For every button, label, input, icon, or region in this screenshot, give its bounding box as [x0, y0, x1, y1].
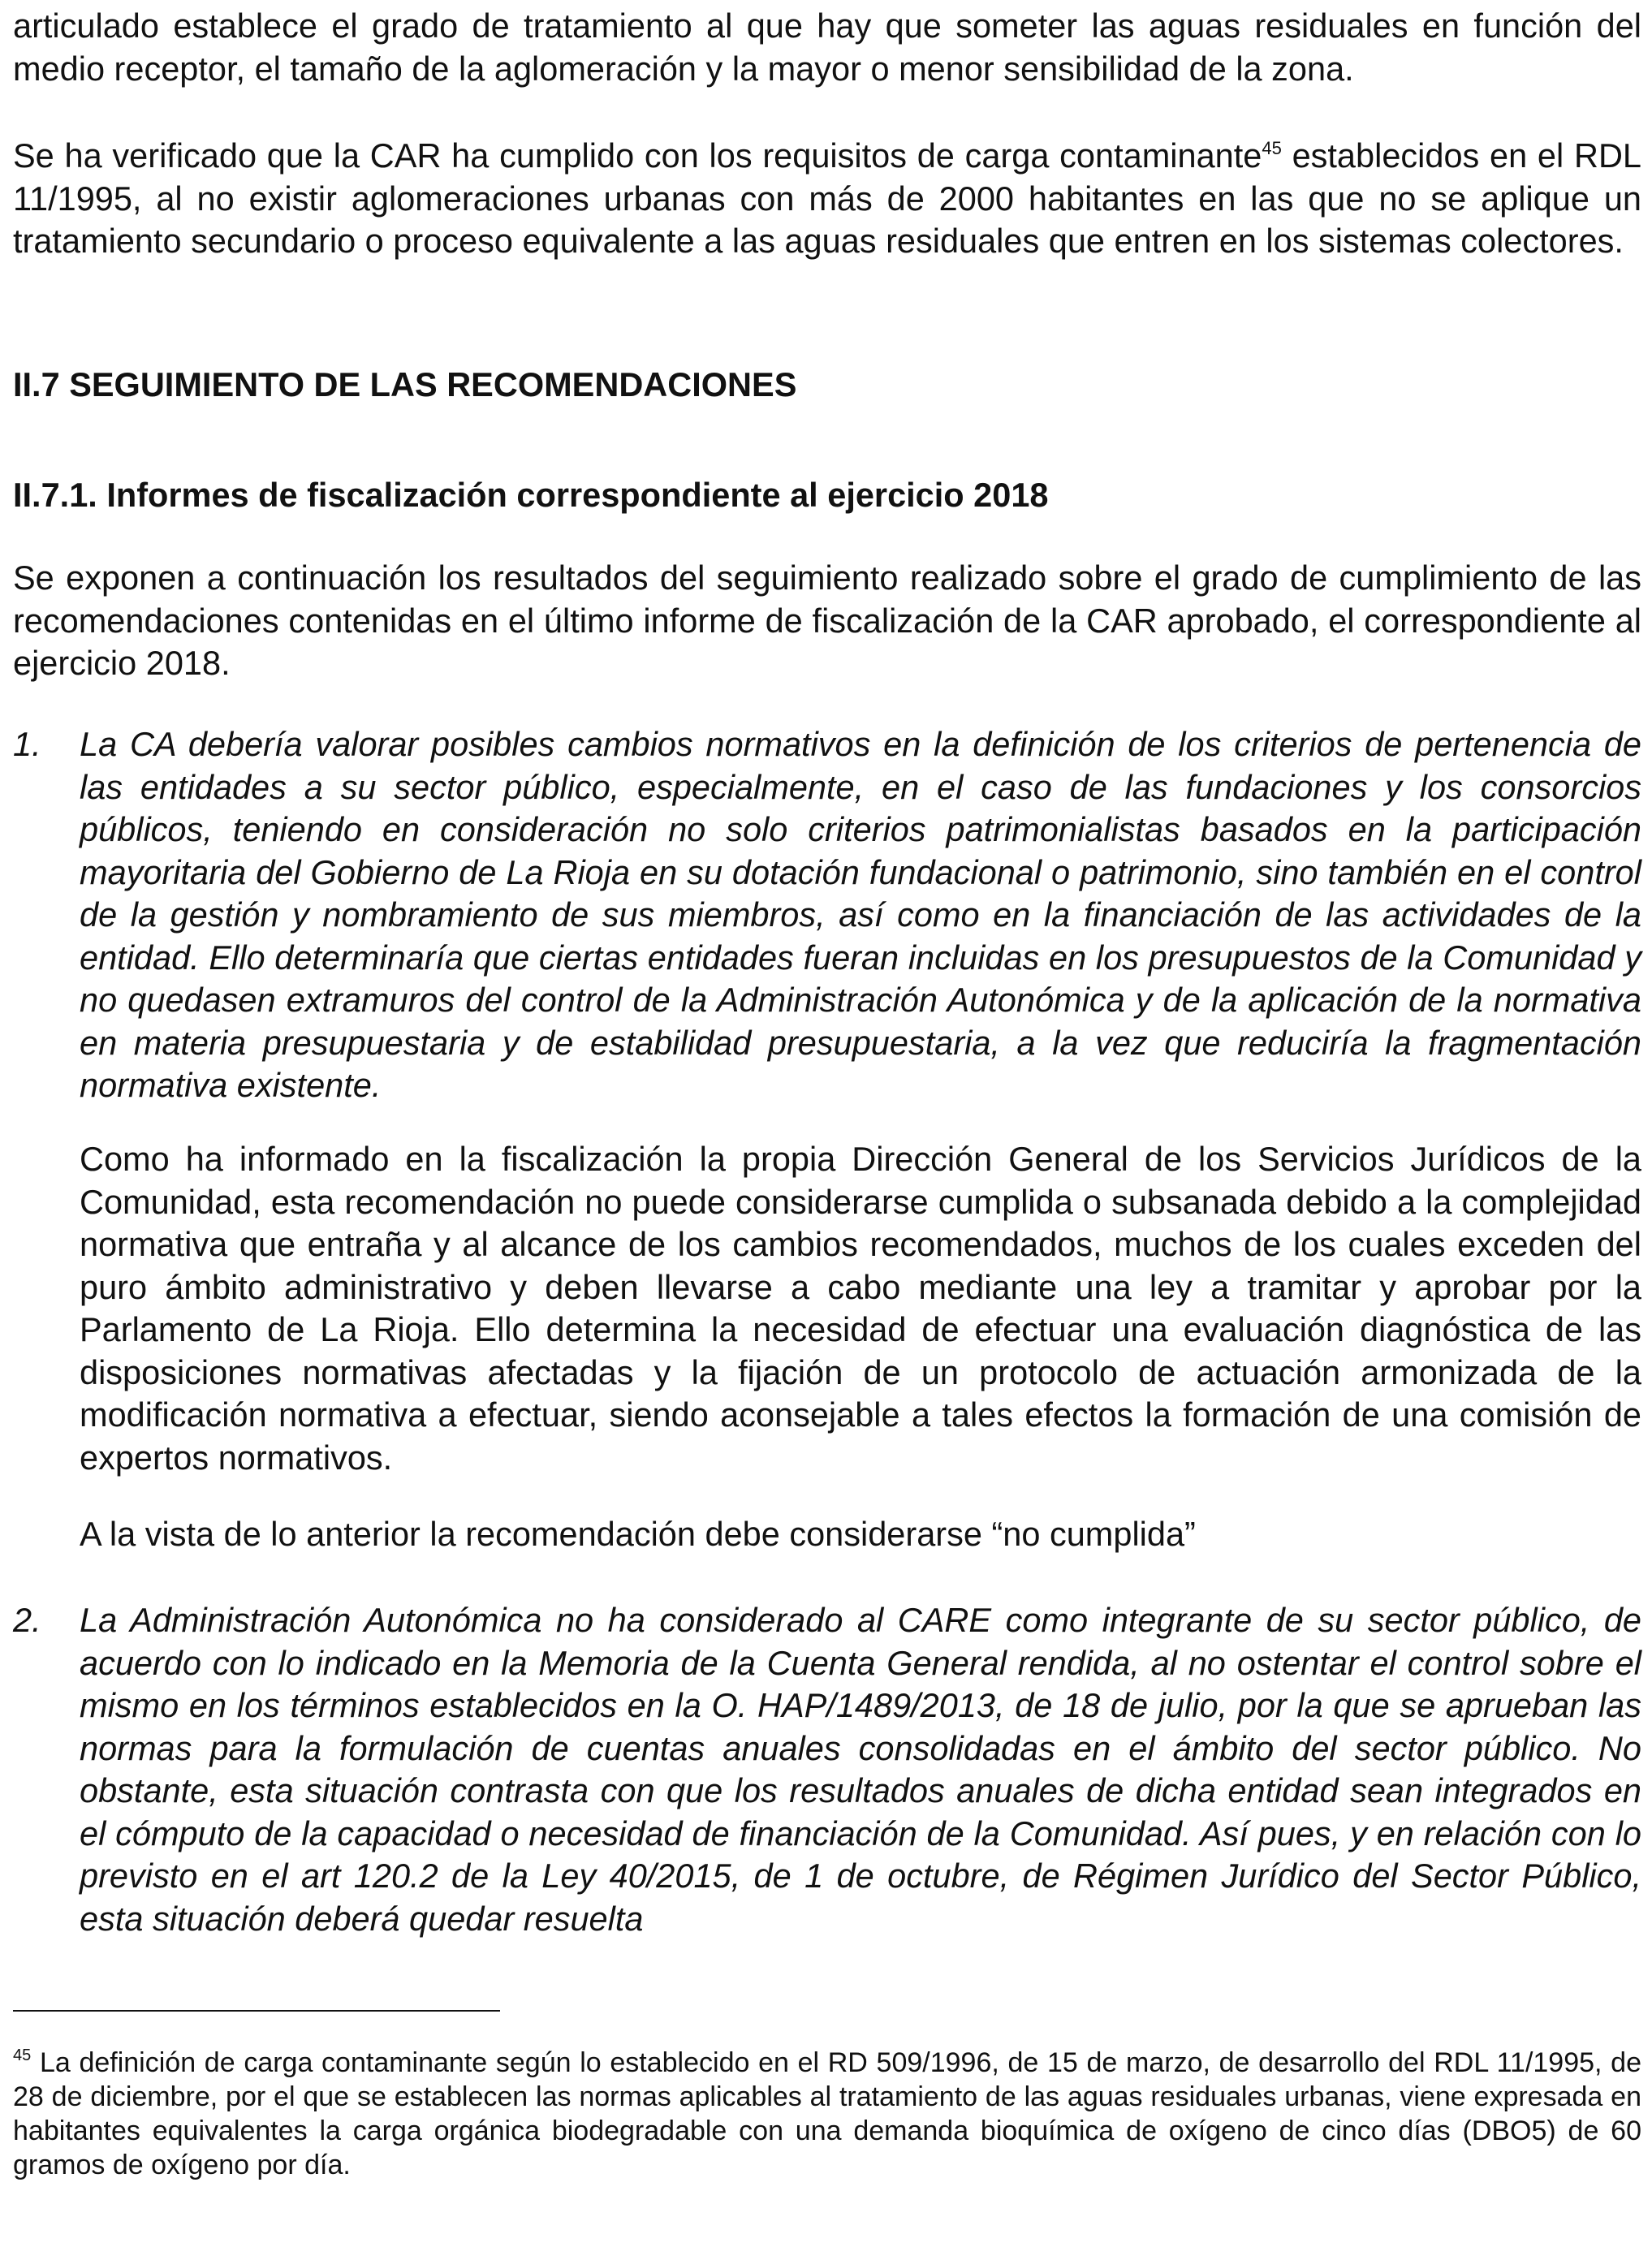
footnote-reference[interactable]: 45	[1262, 138, 1282, 158]
recommendation-number: 2.	[13, 1601, 41, 1639]
paragraph-treatment-degree: articulado establece el grado de tratamiento al que hay que someter las aguas residuales en función del medio receptor, el tamaño de la aglomeración y la mayor o menor sensibilidad de la zona.	[13, 6, 1641, 88]
footnote-separator	[13, 2010, 500, 2012]
footnote-text: La definición de carga contaminante según lo establecido en el RD 509/1996, de 15 de marzo, de desarrollo del RDL 11/1995, de 28 de diciembre, por el que se establecen las normas aplicables al tratamiento de las aguas residuales urbanas, viene expresada en habitantes equivalentes la carga orgánica biodegradable con una demanda bioquímica de oxígeno de cinco días (DBO5) de 60 gramos de oxígeno por día.	[13, 2047, 1641, 2180]
footnote-number: 45	[13, 2046, 32, 2064]
recommendation-text: La Administración Autonómica no ha considerado al CARE como integrante de su sector público, de acuerdo con lo indicado en la Memoria de la Cuenta General rendida, al no ostentar el control sobre el mismo en los términos establecidos en la O. HAP/1489/2013, de 18 de julio, por la que se aprueban las normas para la formulación de cuentas anuales consolidadas en el ámbito del sector público. No obstante, esta situación contrasta con que los resultados anuales de dicha entidad sean integrados en el cómputo de la capacidad o necesidad de financiación de la Comunidad. Así pues, y en relación con lo previsto en el art 120.2 de la Ley 40/2015, de 1 de octubre, de Régimen Jurídico del Sector Público, esta situación deberá quedar resuelta	[80, 1601, 1641, 1938]
recommendation-comment: Como ha informado en la fiscalización la propia Dirección General de los Servicios Jurídicos de la Comunidad, esta recomendación no puede considerarse cumplida o subsanada debido a la complejidad normativa que entraña y al alcance de los cambios recomendados, muchos de los cuales exceden del puro ámbito administrativo y deben llevarse a cabo mediante una ley a tramitar y aprobar por la Parlamento de La Rioja. Ello determina la necesidad de efectuar una evaluación diagnóstica de las disposiciones normativas afectadas y la fijación de un protocolo de actuación armonizada de la modificación normativa a efectuar, siendo aconsejable a tales efectos la formación de una comisión de expertos normativos.	[80, 1140, 1641, 1477]
section-heading: II.7 SEGUIMIENTO DE LAS RECOMENDACIONES	[13, 365, 797, 403]
paragraph-car-text-before: Se ha verificado que la CAR ha cumplido con los requisitos de carga contaminante	[13, 136, 1262, 175]
recommendation-body	[80, 1599, 1641, 1940]
recommendation-number: 1.	[13, 725, 41, 763]
recommendation-item	[13, 723, 1641, 1107]
footnote	[13, 2046, 1641, 2182]
recommendation-conclusion: A la vista de lo anterior la recomendación debe considerarse “no cumplida”	[80, 1515, 1196, 1553]
paragraph-intro: Se exponen a continuación los resultados del seguimiento realizado sobre el grado de cumplimiento de las recomendaciones contenidas en el último informe de fiscalización de la CAR aprobado, el correspondiente al ejercicio 2018.	[13, 559, 1641, 682]
recommendation-item	[13, 1599, 1641, 1940]
subsection-heading: II.7.1. Informes de fiscalización correspondiente al ejercicio 2018	[13, 476, 1049, 514]
recommendation-body	[80, 723, 1641, 1107]
paragraph-car-text-after: establecidos en el RDL 11/1995, al no existir aglomeraciones urbanas con más de 2000 habitantes en las que no se aplique un tratamiento secundario o proceso equivalente a las aguas residuales que entren en los sistemas colectores.	[13, 136, 1641, 260]
recommendation-text: La CA debería valorar posibles cambios normativos en la definición de los criterios de pertenencia de las entidades a su sector público, especialmente, en el caso de las fundaciones y los consorcios públicos, teniendo en consideración no solo criterios patrimonialistas basados en la participación mayoritaria del Gobierno de La Rioja en su dotación fundacional o patrimonio, sino también en el control de la gestión y nombramiento de sus miembros, así como en la financiación de las actividades de la entidad. Ello determinaría que ciertas entidades fueran incluidas en los presupuestos de la Comunidad y no quedasen extramuros del control de la Administración Autonómica y de la aplicación de la normativa en materia presupuestaria y de estabilidad presupuestaria, a la vez que reduciría la fragmentación normativa existente.	[80, 725, 1641, 1104]
paragraph-car-compliance	[13, 135, 1641, 263]
